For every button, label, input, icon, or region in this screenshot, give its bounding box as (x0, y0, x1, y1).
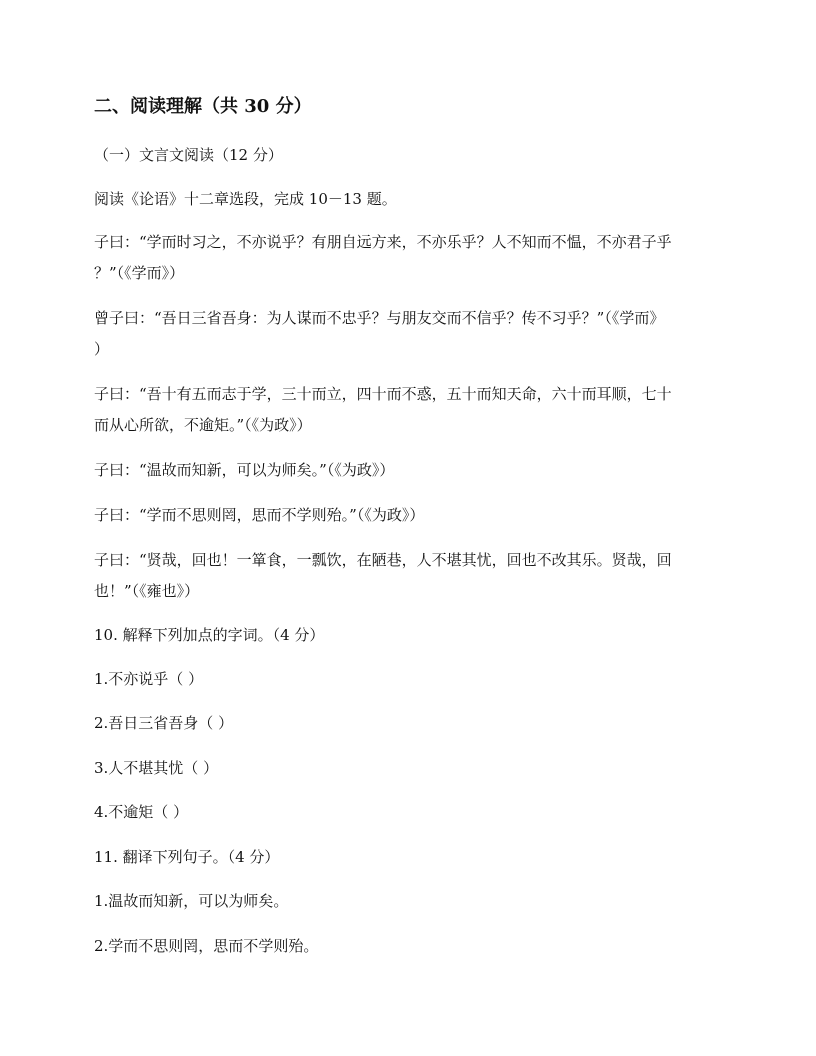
passage-5 (94, 500, 720, 531)
passage-5-line-1: 子曰：“学而不思则罔，思而不学则殆。”（《为政》） (94, 506, 425, 524)
passage-2 (94, 303, 720, 365)
section-title: 二、阅读理解（共 30 分） (94, 96, 312, 117)
passage-6 (94, 545, 720, 607)
question-11-item-1: 1.温故而知新，可以为师矣。 (94, 892, 289, 910)
question-11-prompt: 11. 翻译下列句子。（4 分） (94, 848, 280, 866)
question-10-item-1: 1.不亦说乎（ ） (94, 670, 204, 688)
passage-3-line-1: 子曰：“吾十有五而志于学，三十而立，四十而不惑，五十而知天命，六十而耳顺，七十 (94, 385, 672, 403)
passage-3-line-2: 而从心所欲，不逾矩。”（《为政》） (94, 416, 312, 434)
passage-3 (94, 379, 720, 441)
passage-1-line-2: ？”（《学而》） (94, 264, 185, 282)
question-10-item-2: 2.吾日三省吾身（ ） (94, 714, 234, 732)
passage-6-line-1: 子曰：“贤哉，回也！一箪食，一瓢饮，在陋巷，人不堪其忧，回也不改其乐。贤哉，回 (94, 551, 672, 569)
question-10-prompt: 10. 解释下列加点的字词。（4 分） (94, 626, 325, 644)
passage-4-line-1: 子曰：“温故而知新，可以为师矣。”（《为政》） (94, 461, 395, 479)
reading-instruction: 阅读《论语》十二章选段，完成 10－13 题。 (94, 190, 397, 208)
passage-2-line-1: 曾子曰：“吾日三省吾身：为人谋而不忠乎？与朋友交而不信乎？传不习乎？”（《学而》 (94, 309, 665, 327)
passage-6-line-2: 也！”（《雍也》） (94, 582, 200, 600)
subsection-title: （一）文言文阅读（12 分） (94, 146, 283, 164)
passage-1 (94, 227, 720, 289)
question-10-item-4: 4.不逾矩（ ） (94, 803, 189, 821)
question-10-item-3: 3.人不堪其忧（ ） (94, 759, 219, 777)
passage-1-line-1: 子曰：“学而时习之，不亦说乎？有朋自远方来，不亦乐乎？人不知而不愠，不亦君子乎 (94, 233, 672, 251)
passage-4 (94, 455, 720, 486)
question-11-item-2: 2.学而不思则罔，思而不学则殆。 (94, 937, 319, 955)
passage-2-line-2: ） (94, 340, 110, 358)
